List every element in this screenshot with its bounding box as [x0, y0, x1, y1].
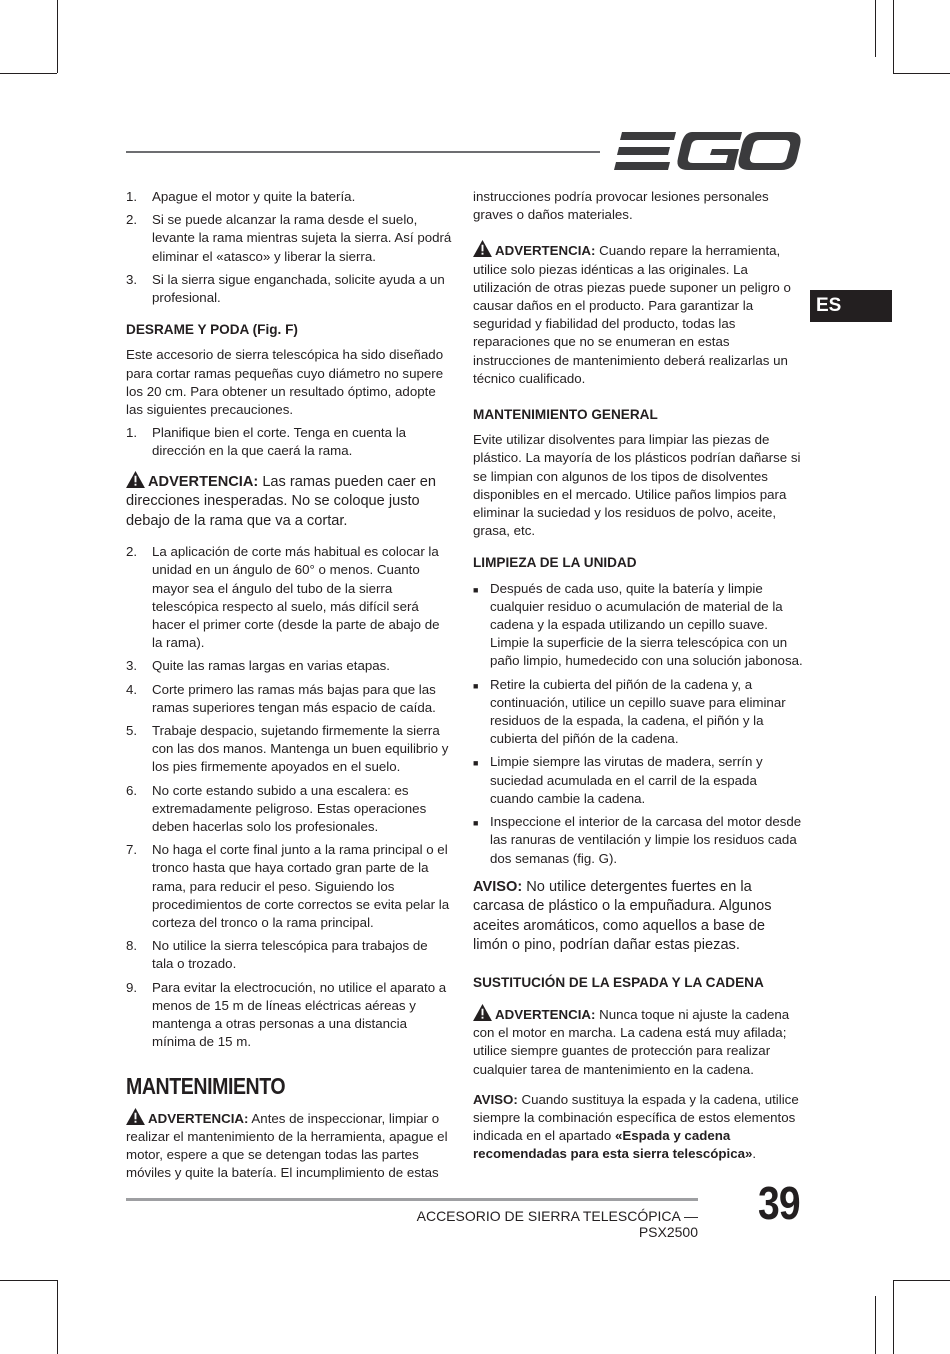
bullet-icon: ■ [473, 818, 479, 829]
paragraph: Evite utilizar disolventes para limpiar las piezas de plástico. La mayoría de los plásticos podrían dañarse si se limpian con algunos de los tipos de disolventes disponibles en el mercado. Utilice paños limpios para eliminar la suciedad y los residuos de polvo, aceite, grasa, etc. [473, 432, 801, 539]
list-item: 3. Si la sierra sigue enganchada, solicite ayuda a un profesional. [126, 271, 445, 306]
list-item: 7. No haga el corte final junto a la rama principal o el tronco hasta que haya cortado gran parte de la rama, para reducir el peso. Siguiendo los procedimientos de corte correctos se evita pelar la corteza del tronco o la rama principal. [126, 842, 450, 930]
warning-block: ADVERTENCIA: Antes de inspeccionar, limpiar o realizar el mantenimiento de la herramienta, apague el motor, espere a que se detengan todas las partes móviles y quite la batería. El incumplimiento de estas [126, 1108, 452, 1183]
left-column [126, 188, 452, 1182]
bullet-icon: ■ [473, 680, 479, 691]
paragraph: instrucciones podría provocar lesiones personales graves o daños materiales. [473, 189, 769, 223]
warning-triangle-icon [473, 240, 492, 257]
paragraph: Este accesorio de sierra telescópica ha sido diseñado para cortar ramas pequeñas cuyo diámetro no supere los 20 cm. Para obtener un resultado óptimo, adopte las siguientes precauciones. [126, 347, 444, 418]
header-rule [126, 151, 600, 153]
crop-mark [0, 73, 57, 74]
list-item: ■ Limpie siempre las virutas de madera, serrín y suciedad acumulada en el carril de la espada cuando cambie la cadena. [473, 753, 803, 808]
notice-block: AVISO: Cuando sustituya la espada y la cadena, utilice siempre la combinación específica de estos elementos indicada en el apartado «Espada y cadena recomendadas para esta sierra telescópica». [473, 1091, 799, 1162]
crop-mark [893, 1280, 950, 1281]
section-heading: MANTENIMIENTO GENERAL [473, 407, 658, 423]
warning-block: ADVERTENCIA: Las ramas pueden caer en direcciones inesperadas. No se coloque justo debajo de la rama que va a cortar. [126, 471, 452, 532]
bullet-icon: ■ [473, 584, 479, 595]
list-item: 3. Quite las ramas largas en varias etapas. [126, 658, 390, 674]
crop-mark [0, 1280, 57, 1281]
list-item: ■ Inspeccione el interior de la carcasa del motor desde las ranuras de ventilación y limpie los residuos cada dos semanas (fig. G). [473, 813, 803, 868]
list-item: 6. No corte estando subido a una escalera: es extremadamente peligroso. Estas operaciones deben hacerlas solo los profesionales. [126, 782, 427, 834]
list-item: 2. Si se puede alcanzar la rama desde el suelo, levante la rama mientras sujeta la sierra. Así podrá eliminar el «atasco» y liberar la sierra. [126, 212, 452, 264]
ego-logo [614, 128, 802, 174]
warning-block: ADVERTENCIA: Cuando repare la herramienta, utilice solo piezas idénticas a las originales. La utilización de otras piezas puede suponer un peligro o causar daños en el producto. Para garantizar la seguridad y fiabilidad del producto, todas las reparaciones que no se enumeran en estas instrucciones de mantenimiento deberá realizarlas un técnico cualificado. [473, 240, 803, 388]
warning-block: ADVERTENCIA: Nunca toque ni ajuste la cadena con el motor en marcha. La cadena está muy afilada; utilice siempre guantes de protección para realizar cualquier tarea de mantenimiento en la cadena. [473, 1004, 803, 1079]
notice-block: AVISO: No utilice detergentes fuertes en la carcasa de plástico o la empuñadura. Algunos aceites aromáticos, como aquellos a base de limón o pino, podrían dañar estas piezas. [473, 878, 772, 954]
crop-mark [875, 0, 876, 57]
numbered-list [126, 543, 452, 1051]
crop-mark [893, 0, 894, 73]
list-item: ■ Retire la cubierta del piñón de la cadena y, a continuación, utilice un cepillo suave para eliminar residuos de la espada, la cadena, el piñón y la cubierta del piñón de la cadena. [473, 676, 803, 749]
list-item: 2. La aplicación de corte más habitual es colocar la unidad en un ángulo de 60° o menos. Cuanto mayor sea el ángulo del tubo de la sierra telescópica respecto al suelo, más difícil será hacer el primer corte (desde la parte de abajo de la rama). [126, 544, 440, 651]
list-item: 5. Trabaje despacio, sujetando firmemente la sierra con las dos manos. Mantenga un buen equilibrio y los pies firmemente apoyados en el suelo. [126, 722, 449, 775]
crop-mark [875, 1296, 876, 1354]
crop-mark [57, 0, 58, 73]
language-tab: ES [810, 290, 892, 322]
bullet-list [473, 580, 803, 868]
list-item: 4. Corte primero las ramas más bajas para que las ramas superiores tengan más espacio de caída. [126, 681, 436, 715]
footer-rule [126, 1198, 698, 1201]
warning-triangle-icon [126, 1108, 145, 1125]
list-item: 8. No utilice la sierra telescópica para trabajos de tala o trozado. [126, 938, 428, 972]
crop-mark [57, 1280, 58, 1354]
crop-mark [893, 1280, 894, 1354]
list-item: ■ Después de cada uso, quite la batería y limpie cualquier residuo o acumulación de material de la cadena y la espada utilizando un cepillo suave. Limpie la superficie de la sierra telescópica con un paño limpio, humedecido con una solución jabonosa. [473, 580, 803, 671]
list-item: 9. Para evitar la electrocución, no utilice el aparato a menos de 15 m de líneas eléctricas aéreas y mantenga a otras personas a una distancia mínima de 15 m. [126, 979, 447, 1050]
footer-title: ACCESORIO DE SIERRA TELESCÓPICA — PSX2500 [416, 1208, 698, 1240]
page-number: 39 [758, 1177, 800, 1229]
warning-triangle-icon [473, 1004, 492, 1021]
list-item: 1. Apague el motor y quite la batería. [126, 189, 356, 204]
chapter-heading: MANTENIMIENTO [126, 1073, 286, 1100]
warning-triangle-icon [126, 471, 145, 488]
section-heading: LIMPIEZA DE LA UNIDAD [473, 555, 637, 571]
bullet-icon: ■ [473, 758, 479, 769]
list-item: 1. Planifique bien el corte. Tenga en cuenta la dirección en la que caerá la rama. [126, 425, 407, 459]
crop-mark [893, 73, 950, 74]
section-heading: SUSTITUCIÓN DE LA ESPADA Y LA CADENA [473, 974, 764, 990]
right-column [473, 188, 803, 1164]
numbered-list [126, 188, 452, 307]
section-heading: DESRAME Y PODA (Fig. F) [126, 322, 298, 338]
